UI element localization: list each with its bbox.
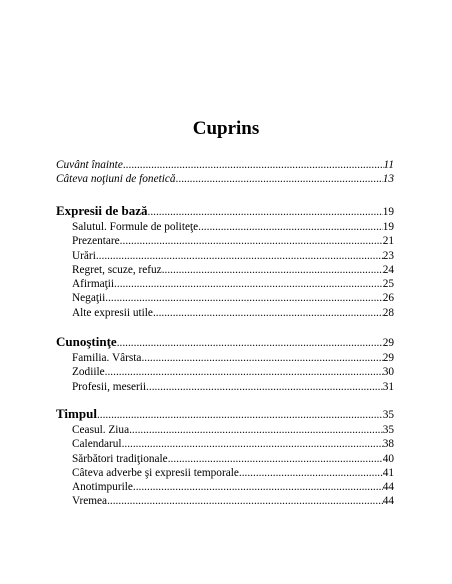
toc-entry-label: Salutul. Formule de politeţe — [72, 221, 199, 233]
toc-section-time — [56, 406, 394, 509]
toc-entry-label: Câteva noţiuni de fonetică — [56, 173, 176, 186]
toc-entry-label: Sărbători tradiţionale — [72, 452, 168, 465]
toc-leader-dots — [117, 335, 383, 351]
toc-entry[interactable] — [56, 234, 394, 248]
toc-entry-phonetics[interactable] — [56, 172, 394, 186]
toc-entry-foreword[interactable] — [56, 158, 394, 172]
toc-entry-label: Anotimpurile — [72, 481, 133, 494]
toc-entry-label: Familia. Vârsta — [72, 352, 142, 364]
toc-entry-label: Negaţii — [72, 292, 106, 305]
toc-entry-label: Urări — [72, 249, 96, 262]
toc-entry-label: Zodiile — [72, 366, 105, 379]
toc-leader-dots — [96, 249, 383, 263]
toc-leader-dots — [162, 263, 383, 277]
toc-entry-page: 38 — [382, 438, 394, 451]
toc-entry-page: 41 — [382, 466, 394, 479]
toc-entry-page: 44 — [382, 481, 394, 494]
toc-entry-page: 44 — [382, 495, 394, 508]
toc-leader-dots — [146, 380, 383, 394]
toc-leader-dots — [123, 158, 384, 172]
toc-section-heading[interactable] — [56, 406, 394, 423]
toc-leader-dots — [105, 365, 383, 379]
toc-entry-page: 21 — [382, 235, 394, 248]
toc-entry-page: 13 — [382, 173, 394, 186]
toc-leader-dots — [107, 494, 383, 508]
toc-leader-dots — [133, 480, 383, 494]
page-title: Cuprins — [192, 118, 260, 139]
toc-entry-page: 23 — [382, 249, 394, 262]
toc-entry[interactable] — [56, 249, 394, 263]
toc-entry[interactable] — [56, 494, 394, 508]
toc-leader-dots — [129, 423, 383, 437]
toc-section-heading[interactable] — [56, 203, 394, 220]
toc-section-label: Timpul — [56, 406, 97, 421]
toc-entry-label: Ceasul. Ziua — [72, 424, 130, 436]
toc-leader-dots — [105, 291, 382, 305]
toc-entry-page: 35 — [382, 424, 394, 436]
toc-section-page: 29 — [382, 337, 394, 349]
toc-entry[interactable] — [56, 437, 394, 451]
toc-entry[interactable] — [56, 277, 394, 291]
toc-leader-dots — [153, 306, 383, 320]
toc-entry-label: Vremea — [72, 495, 108, 508]
toc-leader-dots — [141, 351, 382, 365]
toc-entry[interactable] — [56, 365, 394, 379]
toc-section-page: 19 — [382, 206, 394, 218]
toc-entry-page: 24 — [382, 263, 394, 276]
toc-section-acquaintances — [56, 334, 394, 394]
toc-entry[interactable] — [56, 466, 394, 480]
toc-leader-dots — [239, 466, 383, 480]
toc-intro — [56, 158, 394, 187]
toc-section-heading[interactable] — [56, 334, 394, 351]
toc-leader-dots — [114, 277, 383, 291]
toc-entry-page: 19 — [382, 221, 394, 233]
toc-entry[interactable] — [56, 423, 394, 437]
toc-entry-label: Regret, scuze, refuz — [72, 263, 162, 276]
toc-leader-dots — [148, 204, 383, 220]
toc-entry-label: Prezentare — [72, 235, 120, 248]
toc-entry-page: 31 — [382, 380, 394, 393]
toc-entry-label: Câteva adverbe şi expresii temporale — [72, 466, 239, 479]
toc-entry[interactable] — [56, 452, 394, 466]
toc-leader-dots — [168, 452, 383, 466]
toc-entry-page: 28 — [382, 306, 394, 319]
toc-leader-dots — [176, 172, 383, 186]
toc-entry[interactable] — [56, 263, 394, 277]
toc-section-label: Expresii de bază — [56, 203, 148, 218]
toc-entry-page: 29 — [382, 352, 394, 364]
toc-entry[interactable] — [56, 480, 394, 494]
toc-entry[interactable] — [56, 380, 394, 394]
toc-leader-dots — [122, 437, 383, 451]
toc-entry-page: 30 — [382, 366, 394, 379]
toc-entry-page: 40 — [382, 452, 394, 465]
toc-section-label: Cunoştinţe — [56, 334, 117, 349]
toc-leader-dots — [198, 220, 383, 234]
toc-section-page: 35 — [382, 409, 394, 421]
toc-entry-page: 11 — [383, 159, 394, 171]
toc-entry[interactable] — [56, 220, 394, 234]
toc-leader-dots — [97, 407, 383, 423]
toc-entry-page: 25 — [382, 278, 394, 291]
toc-entry-page: 26 — [382, 292, 394, 305]
toc-entry-label: Profesii, meserii — [72, 380, 147, 393]
toc-entry-label: Calendarul — [72, 438, 122, 451]
toc-leader-dots — [120, 234, 383, 248]
toc-entry[interactable] — [56, 351, 394, 365]
toc-entry-label: Cuvânt înainte — [56, 159, 123, 171]
toc-entry-label: Alte expresii utile — [72, 306, 153, 319]
toc-entry[interactable] — [56, 291, 394, 305]
toc-entry[interactable] — [56, 306, 394, 320]
toc-section-basic-expressions — [56, 203, 394, 320]
toc-entry-label: Afirmaţii — [72, 278, 115, 291]
